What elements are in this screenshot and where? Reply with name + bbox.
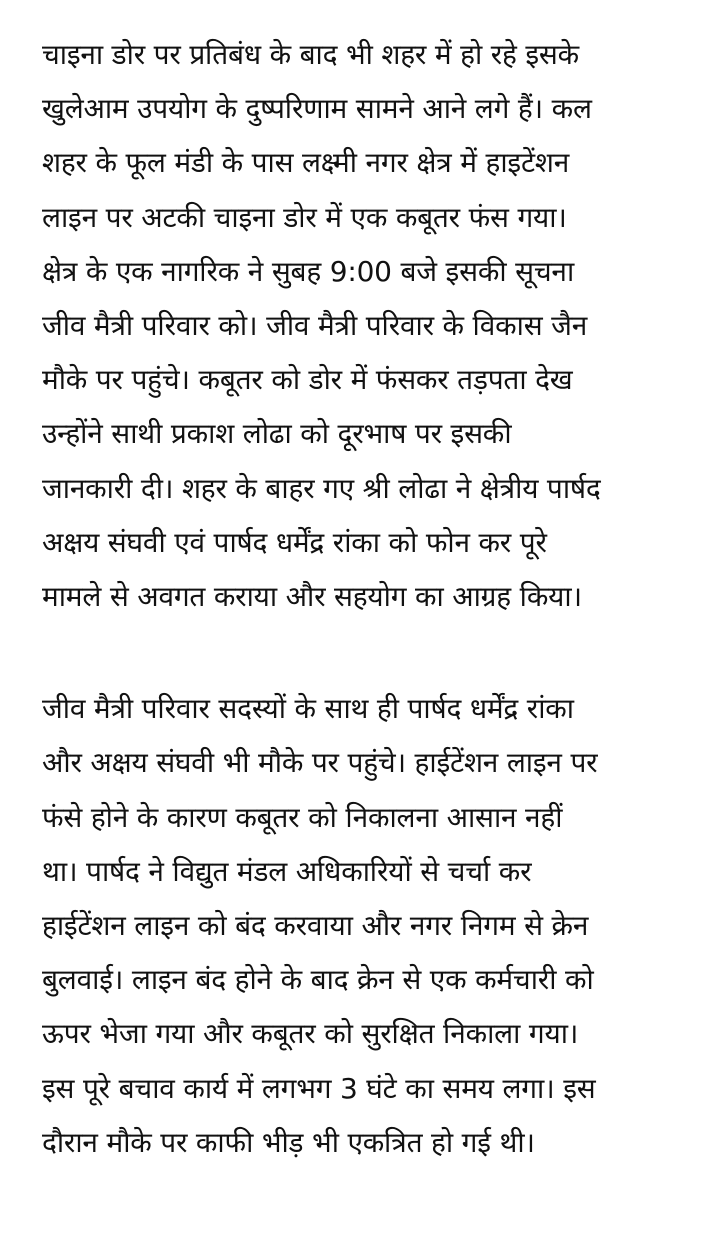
article-paragraph-2	[42, 682, 690, 1170]
paragraph-1-line-8: उन्होंने साथी प्रकाश लोढा को दूरभाष पर इसकी	[42, 417, 512, 451]
paragraph-2-line-9: दौरान मौके पर काफी भीड़ भी एकत्रित हो गई थी।	[42, 1125, 535, 1159]
paragraph-1-line-2: खुलेआम उपयोग के दुष्परिणाम सामने आने लगे हैं। कल	[42, 92, 592, 126]
paragraph-1-line-1: चाइना डोर पर प्रतिबंध के बाद भी शहर में हो रहे इसके	[42, 38, 579, 71]
paragraph-2-line-2: और अक्षय संघवी भी मौके पर पहुंचे। हाईटेंशन लाइन पर	[42, 746, 598, 780]
paragraph-1-line-5: क्षेत्र के एक नागरिक ने सुबह 9:00 बजे इसकी सूचना	[42, 254, 574, 288]
paragraph-2-line-6: बुलवाई। लाइन बंद होने के बाद क्रेन से एक कर्मचारी को	[42, 963, 594, 997]
paragraph-1-line-7: मौके पर पहुंचे। कबूतर को डोर में फंसकर तड़पता देख	[42, 363, 573, 397]
paragraph-2-line-5: हाईटेंशन लाइन को बंद करवाया और नगर निगम से क्रेन	[42, 909, 589, 943]
paragraph-1-line-9: जानकारी दी। शहर के बाहर गए श्री लोढा ने क्षेत्रीय पार्षद	[42, 471, 601, 505]
article-paragraph-1	[42, 28, 690, 624]
paragraph-2-line-1: जीव मैत्री परिवार सदस्यों के साथ ही पार्षद धर्मेंद्र रांका	[42, 692, 574, 726]
paragraph-2-line-7: ऊपर भेजा गया और कबूतर को सुरक्षित निकाला गया।	[42, 1017, 579, 1051]
paragraph-2-line-4: था। पार्षद ने विद्युत मंडल अधिकारियों से चर्चा कर	[42, 854, 532, 888]
paragraph-2-line-8: इस पूरे बचाव कार्य में लगभग 3 घंटे का समय लगा। इस	[42, 1071, 596, 1105]
paragraph-1-line-11: मामले से अवगत कराया और सहयोग का आग्रह किया।	[42, 580, 582, 614]
paragraph-1-line-10: अक्षय संघवी एवं पार्षद धर्मेंद्र रांका को फोन कर पूरे	[42, 525, 547, 559]
paragraph-2-line-3: फंसे होने के कारण कबूतर को निकालना आसान नहीं	[42, 800, 563, 834]
paragraph-1-line-3: शहर के फूल मंडी के पास लक्ष्मी नगर क्षेत्र में हाइटेंशन	[42, 146, 570, 180]
paragraph-1-line-4: लाइन पर अटकी चाइना डोर में एक कबूतर फंस गया।	[42, 200, 567, 234]
paragraph-1-line-6: जीव मैत्री परिवार को। जीव मैत्री परिवार के विकास जैन	[42, 309, 588, 343]
